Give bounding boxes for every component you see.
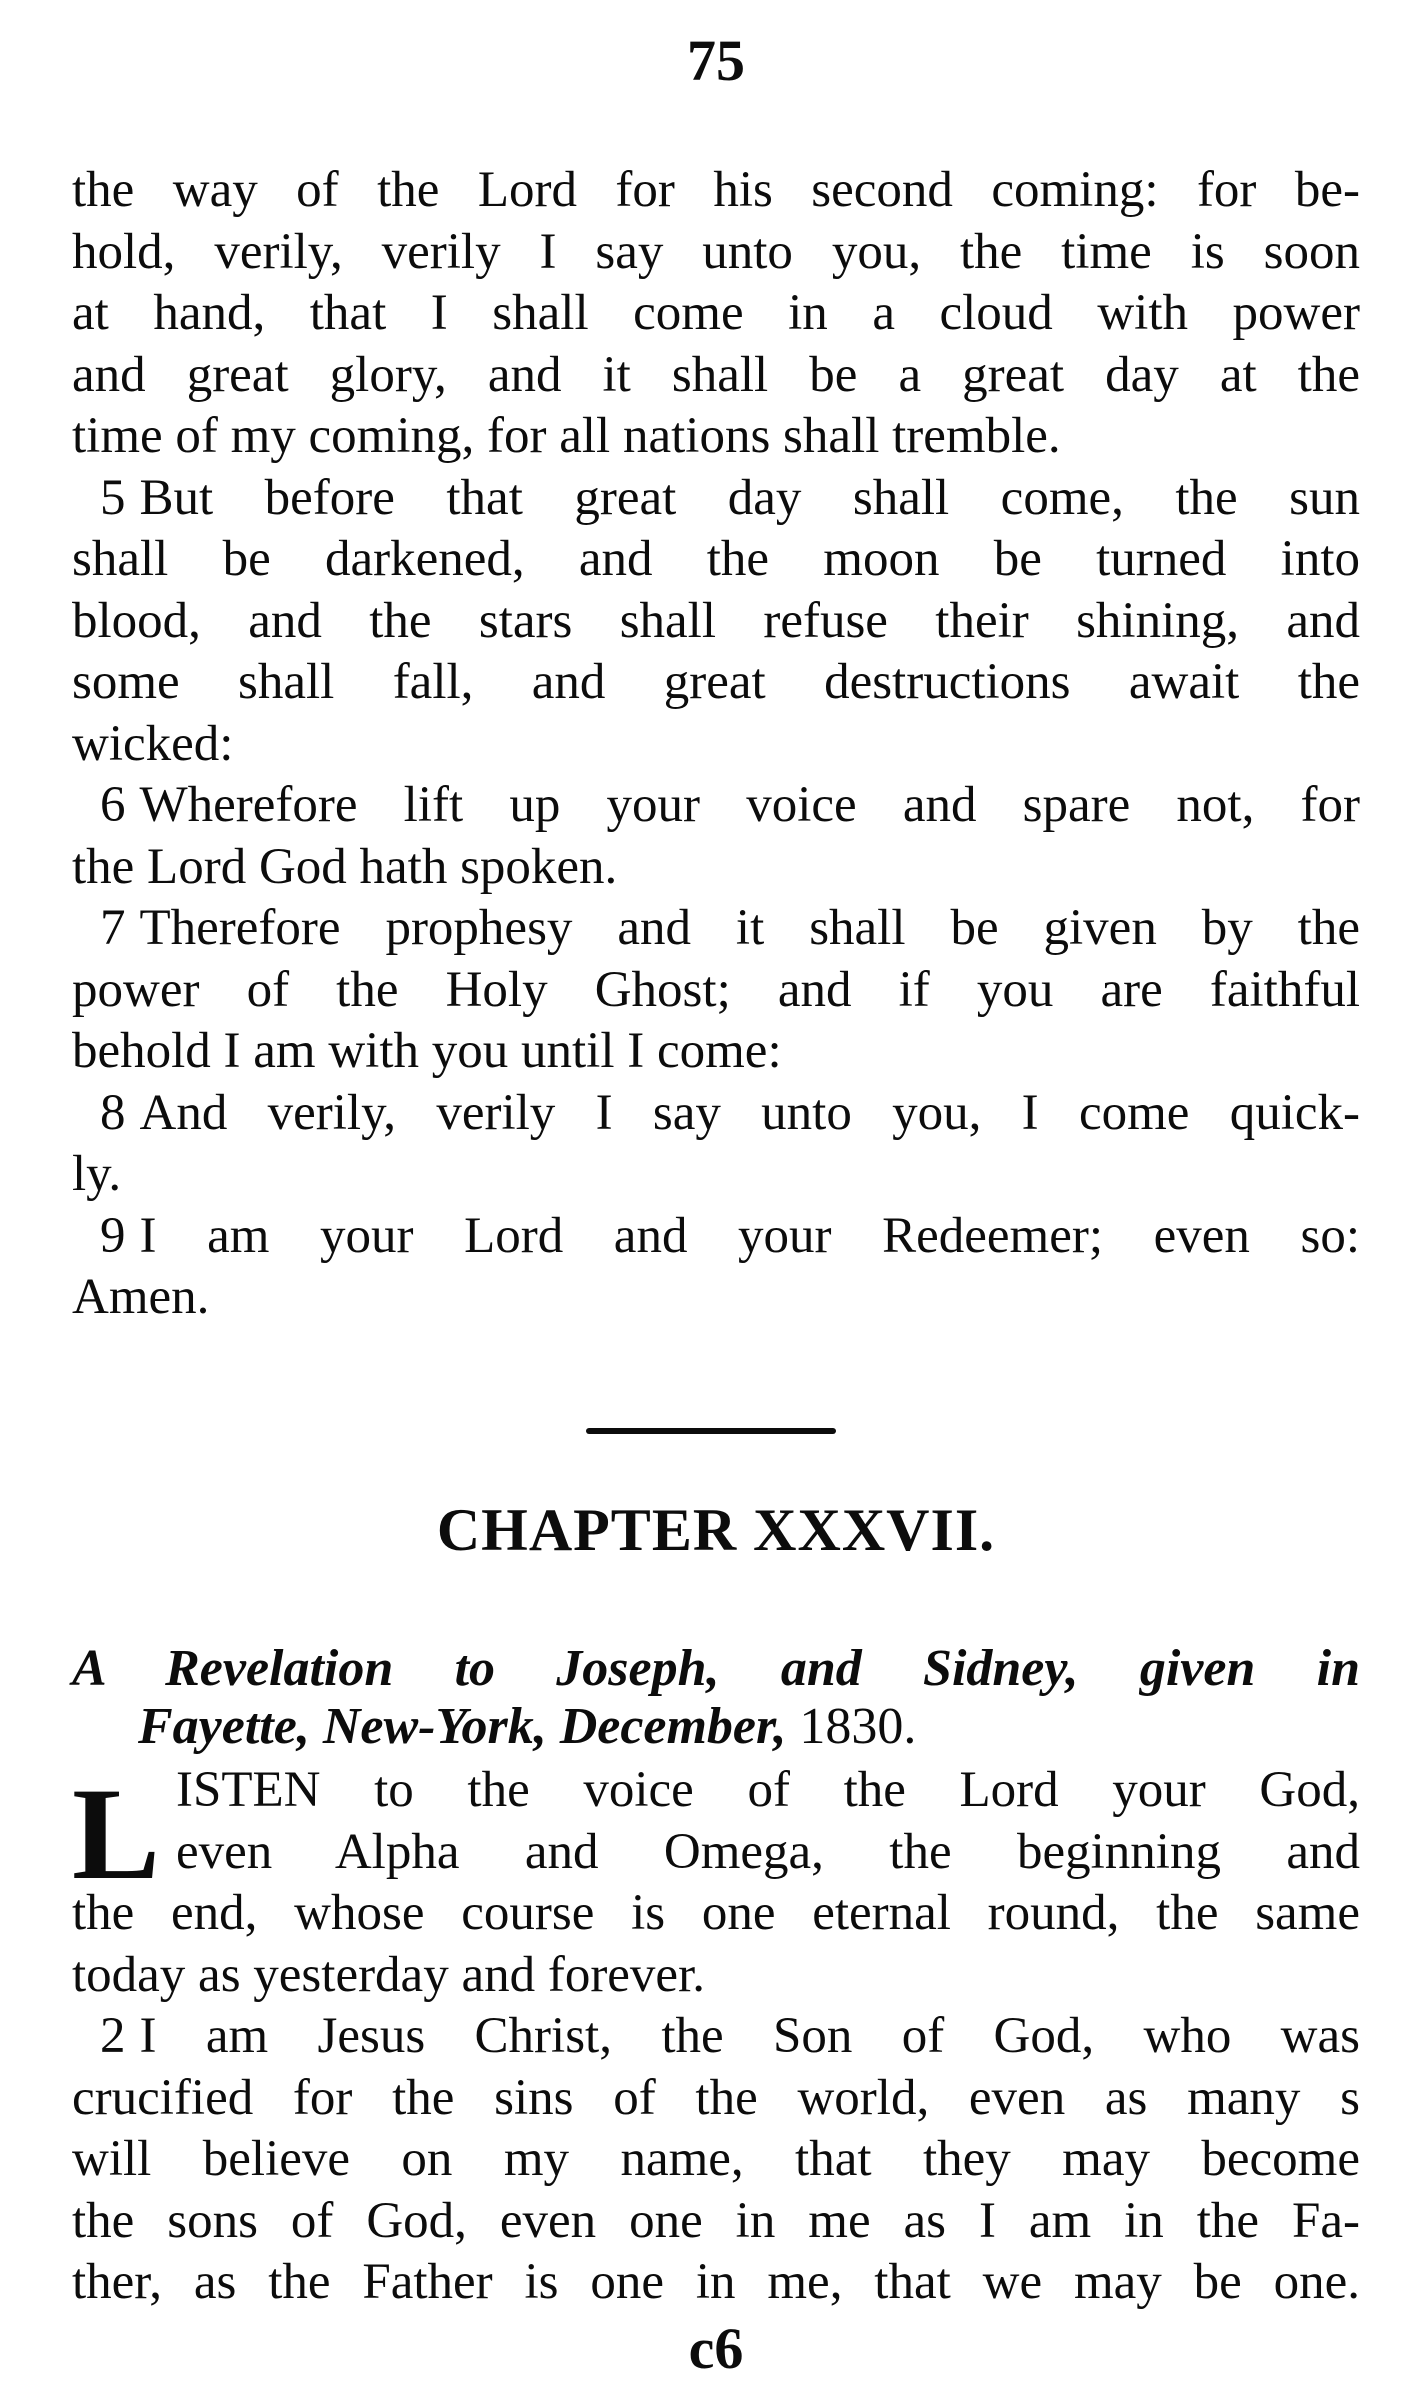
text-block-bottom — [72, 1760, 1360, 2314]
signature-mark: c6 — [688, 2316, 744, 2381]
chapter-caption — [72, 1640, 1360, 1756]
verse-1-line: the end, whose course is one eternal round, the same — [72, 1885, 1360, 1941]
text-line: hold, verily, verily I say unto you, the time is soon — [72, 223, 1360, 280]
verse-7-line: 7 Therefore prophesy and it shall be given by the — [100, 900, 1360, 956]
caption-line: Fayette, New-York, December, 1830. — [138, 1698, 917, 1755]
verse-number: 6 — [100, 777, 126, 833]
verse-2-line: ther, as the Father is one in me, that we may be one. — [72, 2254, 1360, 2310]
verse-8-line: 8 And verily, verily I say unto you, I come quick- — [100, 1084, 1360, 1141]
text-line: time of my coming, for all nations shall tremble. — [72, 408, 1061, 464]
section-divider — [586, 1428, 836, 1434]
text-block-top — [72, 160, 1360, 1329]
verse-1-line: L ISTEN to the voice of the Lord your God, — [72, 1760, 1360, 1907]
verse-6-line: 6 Wherefore lift up your voice and spare not, for — [100, 777, 1360, 833]
verse-2-line: will believe on my name, that they may become — [72, 2131, 1360, 2187]
verse-5-line: some shall fall, and great destructions await the — [72, 654, 1360, 710]
verse-2-line: the sons of God, even one in me as I am in the Fa- — [72, 2192, 1360, 2249]
text-line: and great glory, and it shall be a great day at the — [72, 346, 1360, 403]
verse-2-line: 2 I am Jesus Christ, the Son of God, who was — [100, 2008, 1360, 2064]
verse-number: 8 — [100, 1084, 126, 1141]
text-line: the way of the Lord for his second coming: for be- — [72, 162, 1360, 218]
verse-5-line: wicked: — [72, 715, 234, 772]
text-line: at hand, that I shall come in a cloud with power — [72, 285, 1360, 341]
verse-9-line: Amen. — [72, 1269, 210, 1325]
verse-7-line: behold I am with you until I come: — [72, 1023, 782, 1079]
verse-8-line: ly. — [72, 1146, 122, 1202]
caption-year: 1830. — [799, 1698, 917, 1755]
verse-1-line: today as yesterday and forever. — [72, 1946, 705, 2003]
drop-cap: L — [72, 1760, 161, 1907]
chapter-heading: CHAPTER XXXVII. — [436, 1497, 996, 1563]
verse-5-line: shall be darkened, and the moon be turned into — [72, 531, 1360, 587]
verse-5-line: blood, and the stars shall refuse their shining, and — [72, 592, 1360, 649]
verse-number: 2 — [100, 2008, 126, 2064]
verse-1-line: even Alpha and Omega, the beginning and — [176, 1823, 1360, 1880]
verse-7-line: power of the Holy Ghost; and if you are faithful — [72, 961, 1360, 1018]
page-number: 75 — [687, 28, 745, 93]
verse-number: 9 — [100, 1207, 126, 1264]
verse-2-line: crucified for the sins of the world, even as many s — [72, 2069, 1360, 2126]
verse-number: 7 — [100, 900, 126, 956]
verse-5-line: 5 But before that great day shall come, the sun — [100, 469, 1360, 526]
verse-9-line: 9 I am your Lord and your Redeemer; even so: — [100, 1207, 1360, 1264]
caption-line: A Revelation to Joseph, and Sidney, given in — [72, 1640, 1360, 1697]
verse-number: 5 — [100, 469, 126, 526]
page — [72, 0, 1360, 2388]
verse-6-line: the Lord God hath spoken. — [72, 838, 618, 895]
